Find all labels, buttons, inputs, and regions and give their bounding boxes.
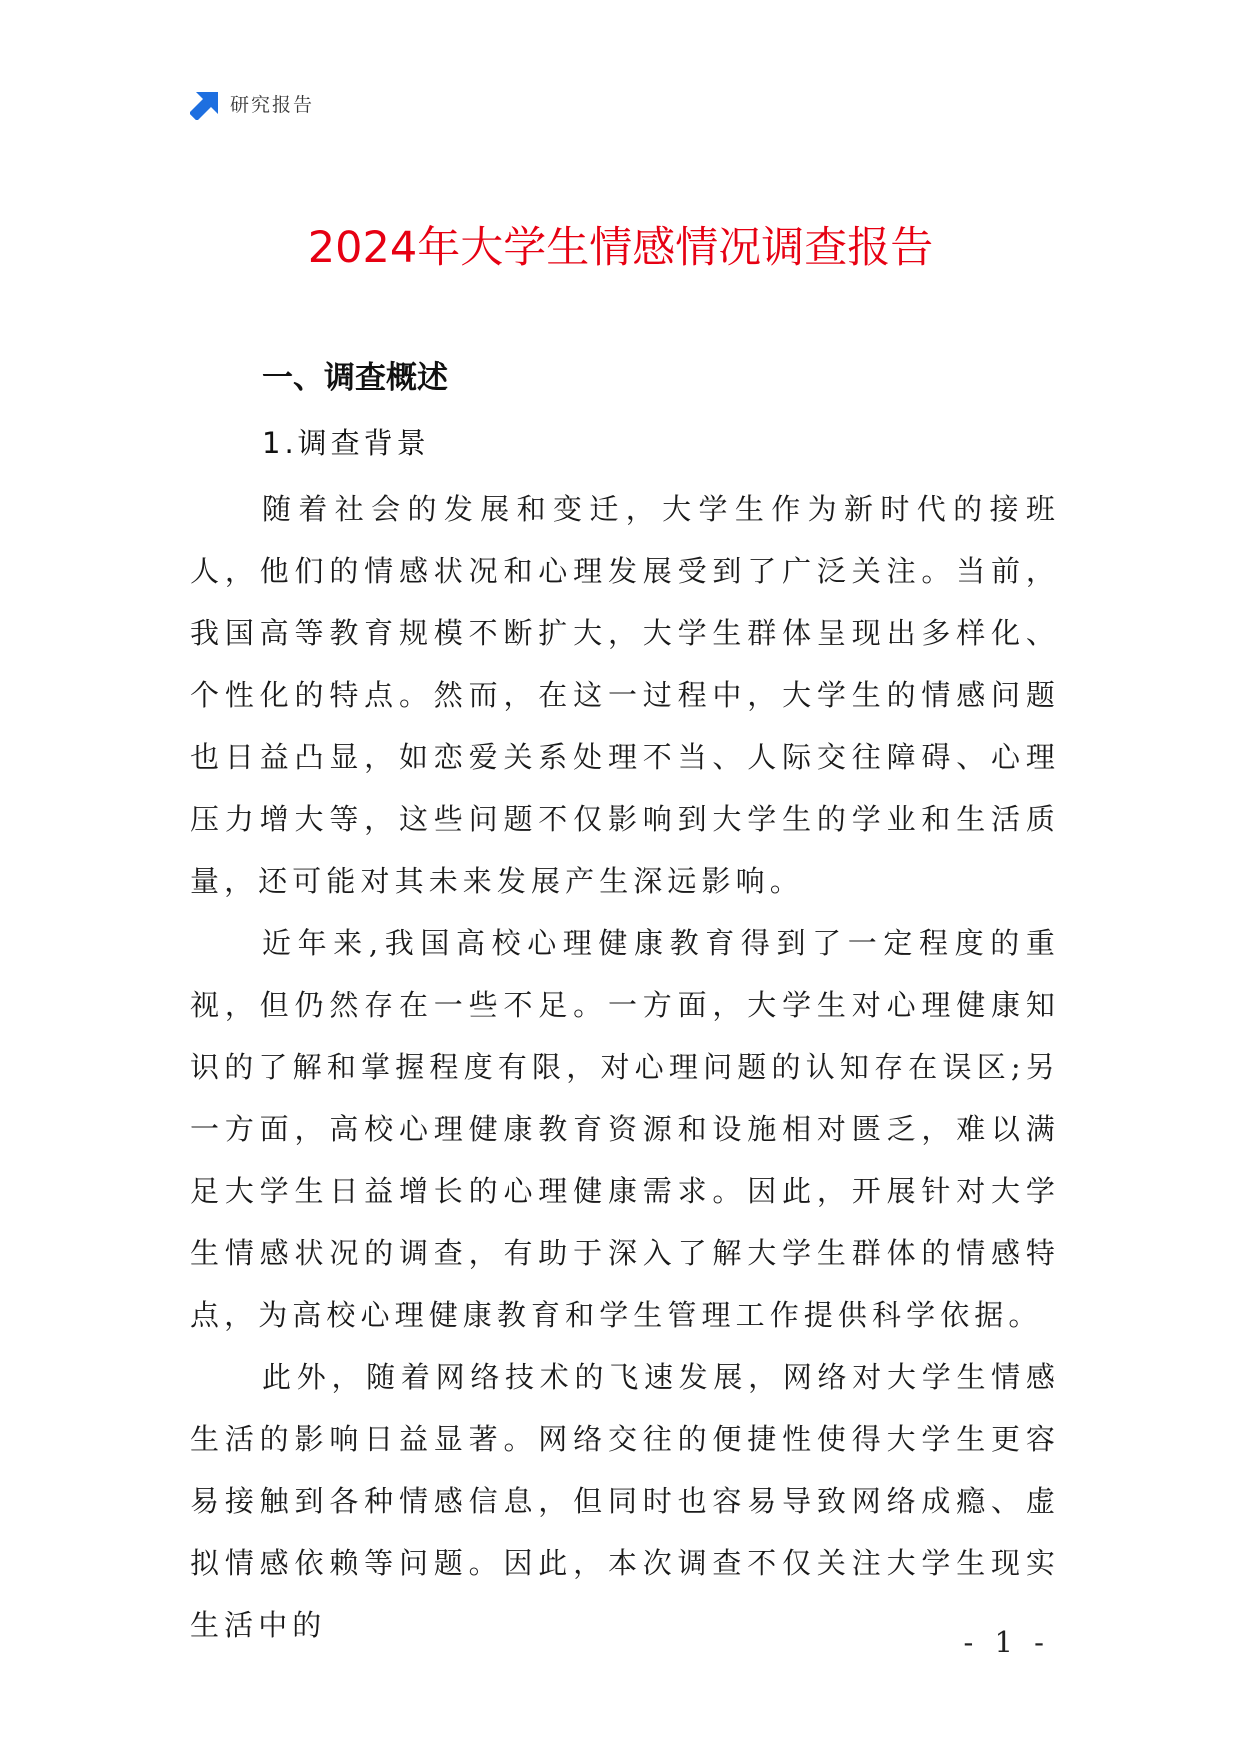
- report-header: [190, 88, 314, 122]
- document-title: 2024年大学生情感情况调查报告: [307, 223, 934, 273]
- header-label: 研究报告: [230, 94, 315, 116]
- page-number: - 1 -: [963, 1625, 1050, 1659]
- arrow-up-right-icon: [190, 90, 220, 120]
- section-heading: 一、调查概述: [262, 360, 448, 396]
- paragraph: 近年来,我国高校心理健康教育得到了一定程度的重视，但仍然存在一些不足。一方面，大学生对心理健康知识的了解和掌握程度有限，对心理问题的认知存在误区;另一方面，高校心理健康教育资源和设施相对匮乏，难以满足大学生日益增长的心理健康需求。因此，开展针对大学生情感状况的调查，有助于深入了解大学生群体的情感特点，为高校心理健康教育和学生管理工作提供科学依据。: [190, 926, 1060, 1332]
- paragraph: 随着社会的发展和变迁，大学生作为新时代的接班人，他们的情感状况和心理发展受到了广泛关注。当前，我国高等教育规模不断扩大，大学生群体呈现出多样化、个性化的特点。然而，在这一过程中，大学生的情感问题也日益凸显，如恋爱关系处理不当、人际交往障碍、心理压力增大等，这些问题不仅影响到大学生的学业和生活质量，还可能对其未来发展产生深远影响。: [190, 492, 1060, 898]
- document-body: [190, 478, 1060, 1656]
- sub-heading: 1.调查背景: [262, 426, 430, 460]
- paragraph: 此外，随着网络技术的飞速发展，网络对大学生情感生活的影响日益显著。网络交往的便捷性使得大学生更容易接触到各种情感信息，但同时也容易导致网络成瘾、虚拟情感依赖等问题。因此，本次调查不仅关注大学生现实生活中的: [190, 1360, 1060, 1642]
